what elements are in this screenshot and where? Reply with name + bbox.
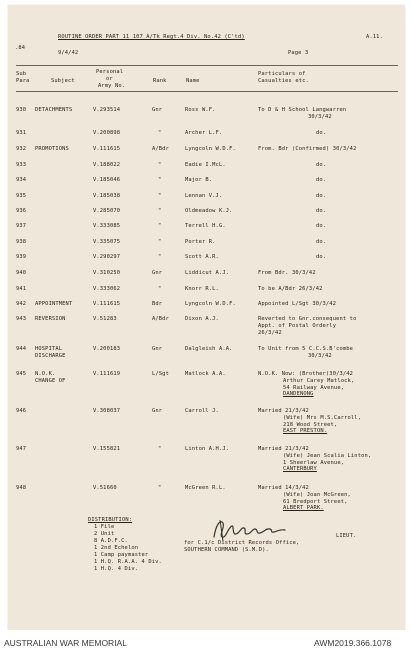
row-particulars: To be A/Bdr 26/3/42 [258, 286, 323, 292]
row-rank: Gnr [152, 408, 163, 414]
row-particulars: do. [316, 208, 327, 214]
row-army-number: V.185038 [93, 193, 121, 199]
distribution-title: DISTRIBUTION: [88, 517, 133, 523]
row-particulars: 54 Railway Avenue, [283, 384, 345, 391]
distribution-item: 1 2nd Echelon [94, 545, 139, 551]
row-name: Eadie I.McL. [185, 162, 226, 168]
row-particulars: ALBERT PARK. [283, 505, 324, 512]
footer-institution: AUSTRALIAN WAR MEMORIAL [4, 638, 127, 648]
row-rank: " [158, 223, 162, 229]
row-name: Oldmeadow K.J. [185, 208, 233, 214]
row-particulars: Appt. of Postal Orderly [258, 322, 337, 329]
col-header-sub: Sub [16, 71, 27, 77]
row-name: Dalgleish A.A. [185, 346, 233, 352]
row-particulars: EAST PRESTON. [283, 428, 328, 435]
row-particulars: Appointed L/Sgt 30/3/42 [258, 301, 337, 307]
row-number: 930 [16, 107, 27, 113]
signature-line1: for C.1/c District Records Office, [184, 540, 300, 546]
row-rank: " [158, 130, 162, 136]
row-particulars: Married 21/3/42 [258, 446, 309, 452]
row-particulars: (Wife) Jean Scalia Linton, [283, 452, 372, 459]
row-name: Carroll J. [185, 408, 219, 414]
row-particulars: do. [316, 193, 327, 199]
row-army-number: V.335075 [93, 239, 121, 245]
distribution-item: 1 H.Q. R.A.A. 4 Div. [94, 559, 162, 565]
row-particulars: 1 Sheerlaw Avenue, [283, 459, 345, 466]
row-number: 935 [16, 193, 27, 199]
row-particulars: Arthur Carey Matlock, [283, 377, 355, 384]
distribution-item: 8 A.D.F.C. [94, 538, 128, 544]
row-rank: " [158, 485, 162, 491]
row-name: Linton A.H.J. [185, 446, 230, 452]
distribution-item: 2 Unit [94, 531, 115, 537]
row-particulars: To Unit from 5 C.C.S.B'combe [258, 346, 354, 352]
row-subject: APPOINTMENT [35, 301, 73, 307]
row-army-number: V.290297 [93, 254, 121, 260]
header-rule-top [16, 65, 398, 66]
row-particulars: do. [316, 162, 327, 168]
distribution-item: 1 H.Q. 4 Div. [94, 566, 139, 572]
row-number: 933 [16, 162, 27, 168]
row-rank: L/Sgt [152, 371, 169, 377]
signature-line2: SOUTHERN COMMAND (S.M.D). [184, 547, 269, 553]
row-particulars: do. [316, 254, 327, 260]
row-rank: " [158, 254, 162, 260]
row-name: Porter R. [185, 239, 216, 245]
row-army-number: V.333085 [93, 223, 121, 229]
row-rank: Bdr [152, 301, 163, 307]
row-particulars: DANDENONG [283, 391, 314, 398]
row-number: 936 [16, 208, 27, 214]
row-name: Dixon A.J. [185, 316, 219, 322]
row-particulars: To D & H School Langwarren [258, 107, 347, 113]
row-name: Ross W.F. [185, 107, 216, 113]
row-army-number: V.308037 [93, 408, 121, 414]
row-subject: PROMOTIONS [35, 146, 69, 152]
row-particulars: Reverted to Gnr.consequent to [258, 316, 357, 322]
document-ref: A.11. [366, 34, 383, 40]
row-number: 945 [16, 371, 27, 377]
row-subject: DISCHARGE [35, 352, 66, 359]
row-number: 932 [16, 146, 27, 152]
row-particulars: (Wife) Mrs M.S.Carroll, [283, 414, 362, 421]
col-header-subject: Subject [51, 78, 75, 84]
document-date: 9/4/42 [58, 50, 79, 56]
row-particulars: do. [316, 130, 327, 136]
row-particulars: do. [316, 177, 327, 183]
document-page [8, 5, 405, 630]
row-army-number: V.155821 [93, 446, 121, 452]
row-rank: " [158, 239, 162, 245]
col-header-personal: Personal [96, 69, 124, 75]
row-rank: Gnr [152, 346, 163, 352]
row-army-number: V.111619 [93, 371, 121, 377]
row-rank: Gnr [152, 107, 163, 113]
row-name: Archer L.F. [185, 130, 223, 136]
row-number: 947 [16, 446, 27, 452]
row-army-number: V.111615 [93, 146, 121, 152]
row-subject: N.O.K. [35, 371, 56, 377]
row-name: Terrell H.G. [185, 223, 226, 229]
row-number: 941 [16, 286, 27, 292]
row-number: 940 [16, 270, 27, 276]
row-rank: " [158, 162, 162, 168]
col-header-army-no: Army No. [98, 83, 126, 89]
row-number: 942 [16, 301, 27, 307]
row-subject: REVERSION [35, 316, 66, 322]
col-header-para: Para [16, 78, 30, 84]
row-army-number: V.188022 [93, 162, 121, 168]
row-particulars: 61 Bredport Street, [283, 498, 348, 505]
row-rank: Gnr [152, 270, 163, 276]
row-particulars: Married 14/3/42 [258, 485, 309, 491]
row-subject: HOSPITAL [35, 346, 63, 352]
row-particulars: From Bdr. 30/3/42 [258, 270, 316, 276]
col-header-or: or [106, 76, 113, 82]
row-particulars: 26/3/42 [258, 329, 282, 336]
footer-bar [0, 630, 413, 653]
distribution-item: 1 Camp paymaster [94, 552, 149, 558]
row-army-number: V.51283 [93, 316, 117, 322]
row-name: Knorr R.L. [185, 286, 219, 292]
row-particulars: From. Bdr (Confirmed) 30/3/42 [258, 146, 357, 152]
row-particulars: Married 21/3/42 [258, 408, 309, 414]
page-number: Page 3 [288, 50, 309, 56]
row-name: Scott A.R. [185, 254, 219, 260]
row-particulars: 218 Wood Street, [283, 421, 338, 428]
col-header-particulars: Particulars of [258, 71, 306, 77]
row-number: 946 [16, 408, 27, 414]
row-number: 943 [16, 316, 27, 322]
row-army-number: V.200898 [93, 130, 121, 136]
row-number: 944 [16, 346, 27, 352]
row-particulars: CANTERBURY [283, 466, 317, 473]
row-subject: DETACHMENTS [35, 107, 73, 113]
row-number: 934 [16, 177, 27, 183]
row-number: 948 [16, 485, 27, 491]
row-particulars: 30/3/42 [308, 113, 332, 120]
row-rank: A/Bdr [152, 316, 169, 322]
row-army-number: V.111615 [93, 301, 121, 307]
row-number: 937 [16, 223, 27, 229]
header-rule-bottom [16, 91, 398, 92]
footer-accession: AWM2019.366.1078 [314, 638, 392, 648]
row-army-number: V.51660 [93, 485, 117, 491]
col-header-rank: Rank [153, 78, 167, 84]
document-title: ROUTINE ORDER PART 11 107 A/Tk Regt.4 Div. No.42 (C'td) [58, 34, 245, 40]
page-tag: .84 [15, 45, 26, 51]
row-name: Matlock A.A. [185, 371, 226, 377]
row-particulars: do. [316, 223, 327, 229]
col-header-name: Name [186, 78, 200, 84]
row-rank: " [158, 193, 162, 199]
row-particulars: (Wife) Joan McGreen, [283, 491, 351, 498]
row-name: Major B. [185, 177, 213, 183]
row-army-number: V.185046 [93, 177, 121, 183]
row-name: Lyngcoln W.D.F. [185, 146, 236, 152]
row-particulars: 30/3/42 [308, 352, 332, 359]
row-army-number: V.293514 [93, 107, 121, 113]
signature-rank: LIEUT. [336, 533, 357, 539]
row-subject: CHANGE OF [35, 377, 66, 384]
row-army-number: V.200183 [93, 346, 121, 352]
row-number: 931 [16, 130, 27, 136]
distribution-item: 1 File [94, 524, 115, 530]
row-rank: " [158, 286, 162, 292]
row-name: McGreen R.L. [185, 485, 226, 491]
col-header-casualties: Casualties etc. [258, 78, 309, 84]
row-army-number: V.285070 [93, 208, 121, 214]
row-rank: " [158, 446, 162, 452]
row-name: Lyngcoln W.D.F. [185, 301, 236, 307]
row-army-number: V.333062 [93, 286, 121, 292]
row-rank: " [158, 208, 162, 214]
row-name: Liddicut A.J. [185, 270, 230, 276]
row-number: 938 [16, 239, 27, 245]
row-name: Lennan V.J. [185, 193, 223, 199]
row-number: 939 [16, 254, 27, 260]
row-particulars: do. [316, 239, 327, 245]
row-army-number: V.310250 [93, 270, 121, 276]
row-rank: A/Bdr [152, 146, 169, 152]
row-rank: " [158, 177, 162, 183]
row-particulars: N.O.K. Now: (Brother)30/3/42 [258, 371, 354, 377]
